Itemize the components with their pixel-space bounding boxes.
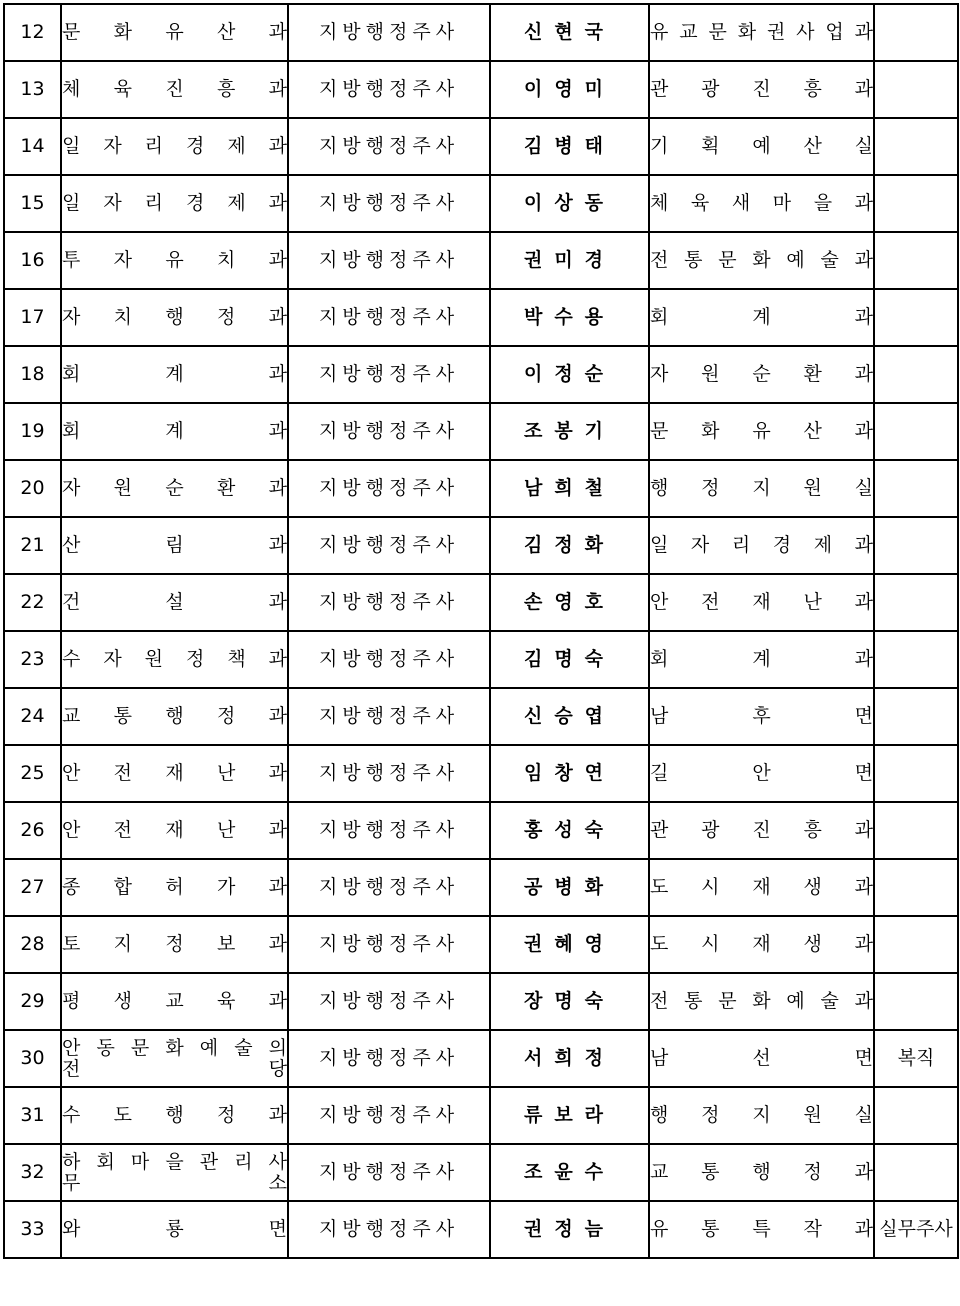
new-department: 길 안 면 [649, 745, 874, 802]
employee-name: 김정화 [490, 517, 649, 574]
employee-name: 공병화 [490, 859, 649, 916]
position-rank: 지방행정주사 [288, 802, 490, 859]
position-rank: 지방행정주사 [288, 859, 490, 916]
table-row [4, 631, 958, 688]
position-rank: 지방행정주사 [288, 403, 490, 460]
previous-department: 안 전 재 난 과 [61, 745, 288, 802]
previous-department: 토 지 정 보 과 [61, 916, 288, 973]
new-department: 도 시 재 생 과 [649, 859, 874, 916]
remarks [874, 118, 958, 175]
new-department: 교 통 행 정 과 [649, 1144, 874, 1201]
new-department: 안 전 재 난 과 [649, 574, 874, 631]
position-rank: 지방행정주사 [288, 1087, 490, 1144]
row-number: 25 [4, 745, 61, 802]
employee-name: 남희철 [490, 460, 649, 517]
employee-name: 신현국 [490, 4, 649, 61]
remarks [874, 745, 958, 802]
table-row [4, 688, 958, 745]
row-number: 21 [4, 517, 61, 574]
table-row [4, 4, 958, 61]
table-row [4, 118, 958, 175]
new-department: 기 획 예 산 실 [649, 118, 874, 175]
row-number: 19 [4, 403, 61, 460]
row-number: 29 [4, 973, 61, 1030]
employee-name: 신승엽 [490, 688, 649, 745]
new-department: 남 후 면 [649, 688, 874, 745]
previous-department: 수 자 원 정 책 과 [61, 631, 288, 688]
previous-department: 산 림 과 [61, 517, 288, 574]
row-number: 20 [4, 460, 61, 517]
remarks [874, 289, 958, 346]
previous-department: 종 합 허 가 과 [61, 859, 288, 916]
employee-name: 류보라 [490, 1087, 649, 1144]
remarks: 복직 [874, 1030, 958, 1087]
remarks [874, 859, 958, 916]
remarks [874, 631, 958, 688]
employee-name: 이상동 [490, 175, 649, 232]
row-number: 14 [4, 118, 61, 175]
remarks [874, 460, 958, 517]
employee-name: 서희정 [490, 1030, 649, 1087]
previous-department: 투 자 유 치 과 [61, 232, 288, 289]
previous-department: 교 통 행 정 과 [61, 688, 288, 745]
position-rank: 지방행정주사 [288, 574, 490, 631]
new-department: 행 정 지 원 실 [649, 460, 874, 517]
position-rank: 지방행정주사 [288, 517, 490, 574]
row-number: 30 [4, 1030, 61, 1087]
table-row [4, 289, 958, 346]
remarks [874, 1144, 958, 1201]
row-number: 27 [4, 859, 61, 916]
position-rank: 지방행정주사 [288, 232, 490, 289]
row-number: 15 [4, 175, 61, 232]
position-rank: 지방행정주사 [288, 460, 490, 517]
previous-department: 회 계 과 [61, 403, 288, 460]
position-rank: 지방행정주사 [288, 745, 490, 802]
table-row [4, 859, 958, 916]
table-row [4, 973, 958, 1030]
previous-department: 평 생 교 육 과 [61, 973, 288, 1030]
remarks [874, 232, 958, 289]
new-department: 행 정 지 원 실 [649, 1087, 874, 1144]
table-row [4, 574, 958, 631]
new-department: 도 시 재 생 과 [649, 916, 874, 973]
remarks [874, 175, 958, 232]
row-number: 16 [4, 232, 61, 289]
new-department: 회 계 과 [649, 289, 874, 346]
table-row [4, 745, 958, 802]
remarks [874, 802, 958, 859]
table-row [4, 802, 958, 859]
table-row [4, 61, 958, 118]
remarks [874, 517, 958, 574]
position-rank: 지방행정주사 [288, 346, 490, 403]
new-department: 남 선 면 [649, 1030, 874, 1087]
remarks [874, 574, 958, 631]
remarks: 실무주사 [874, 1201, 958, 1258]
new-department: 체 육 새 마 을 과 [649, 175, 874, 232]
employee-name: 김병태 [490, 118, 649, 175]
previous-department: 체 육 진 흥 과 [61, 61, 288, 118]
table-row [4, 517, 958, 574]
table-row [4, 175, 958, 232]
remarks [874, 1087, 958, 1144]
previous-department: 와 룡 면 [61, 1201, 288, 1258]
row-number: 17 [4, 289, 61, 346]
previous-department: 일 자 리 경 제 과 [61, 175, 288, 232]
remarks [874, 61, 958, 118]
previous-department: 자 치 행 정 과 [61, 289, 288, 346]
new-department: 일 자 리 경 제 과 [649, 517, 874, 574]
row-number: 13 [4, 61, 61, 118]
new-department: 자 원 순 환 과 [649, 346, 874, 403]
new-department: 유 통 특 작 과 [649, 1201, 874, 1258]
remarks [874, 403, 958, 460]
remarks [874, 916, 958, 973]
row-number: 12 [4, 4, 61, 61]
position-rank: 지방행정주사 [288, 1030, 490, 1087]
remarks [874, 973, 958, 1030]
new-department: 문 화 유 산 과 [649, 403, 874, 460]
table-row [4, 1030, 958, 1087]
employee-name: 박수용 [490, 289, 649, 346]
position-rank: 지방행정주사 [288, 175, 490, 232]
employee-name: 이영미 [490, 61, 649, 118]
table-row [4, 1087, 958, 1144]
table-body [4, 4, 958, 1258]
position-rank: 지방행정주사 [288, 1144, 490, 1201]
previous-department: 안 동 문 화 예 술 의 전 당 [61, 1030, 288, 1087]
table-row [4, 460, 958, 517]
employee-name: 임창연 [490, 745, 649, 802]
previous-department: 하 회 마 을 관 리 사 무 소 [61, 1144, 288, 1201]
employee-name: 조봉기 [490, 403, 649, 460]
employee-name: 이정순 [490, 346, 649, 403]
position-rank: 지방행정주사 [288, 916, 490, 973]
row-number: 18 [4, 346, 61, 403]
employee-name: 김명숙 [490, 631, 649, 688]
row-number: 22 [4, 574, 61, 631]
employee-name: 조윤수 [490, 1144, 649, 1201]
employee-name: 권정늠 [490, 1201, 649, 1258]
employee-name: 홍성숙 [490, 802, 649, 859]
position-rank: 지방행정주사 [288, 688, 490, 745]
row-number: 28 [4, 916, 61, 973]
position-rank: 지방행정주사 [288, 61, 490, 118]
previous-department: 자 원 순 환 과 [61, 460, 288, 517]
previous-department: 안 전 재 난 과 [61, 802, 288, 859]
remarks [874, 4, 958, 61]
employee-name: 손영호 [490, 574, 649, 631]
table-row [4, 1201, 958, 1258]
position-rank: 지방행정주사 [288, 1201, 490, 1258]
new-department: 관 광 진 흥 과 [649, 802, 874, 859]
remarks [874, 688, 958, 745]
row-number: 31 [4, 1087, 61, 1144]
position-rank: 지방행정주사 [288, 631, 490, 688]
new-department: 회 계 과 [649, 631, 874, 688]
previous-department: 건 설 과 [61, 574, 288, 631]
personnel-table [3, 3, 959, 1259]
position-rank: 지방행정주사 [288, 973, 490, 1030]
previous-department: 수 도 행 정 과 [61, 1087, 288, 1144]
new-department: 전 통 문 화 예 술 과 [649, 973, 874, 1030]
employee-name: 권혜영 [490, 916, 649, 973]
table-row [4, 232, 958, 289]
new-department: 전 통 문 화 예 술 과 [649, 232, 874, 289]
remarks [874, 346, 958, 403]
new-department: 관 광 진 흥 과 [649, 61, 874, 118]
previous-department: 회 계 과 [61, 346, 288, 403]
table-row [4, 403, 958, 460]
table-row [4, 1144, 958, 1201]
row-number: 32 [4, 1144, 61, 1201]
employee-name: 장명숙 [490, 973, 649, 1030]
position-rank: 지방행정주사 [288, 289, 490, 346]
row-number: 33 [4, 1201, 61, 1258]
employee-name: 권미경 [490, 232, 649, 289]
position-rank: 지방행정주사 [288, 4, 490, 61]
table-row [4, 916, 958, 973]
position-rank: 지방행정주사 [288, 118, 490, 175]
previous-department: 문 화 유 산 과 [61, 4, 288, 61]
row-number: 23 [4, 631, 61, 688]
previous-department: 일 자 리 경 제 과 [61, 118, 288, 175]
table-row [4, 346, 958, 403]
row-number: 26 [4, 802, 61, 859]
row-number: 24 [4, 688, 61, 745]
new-department: 유 교 문 화 권 사 업 과 [649, 4, 874, 61]
